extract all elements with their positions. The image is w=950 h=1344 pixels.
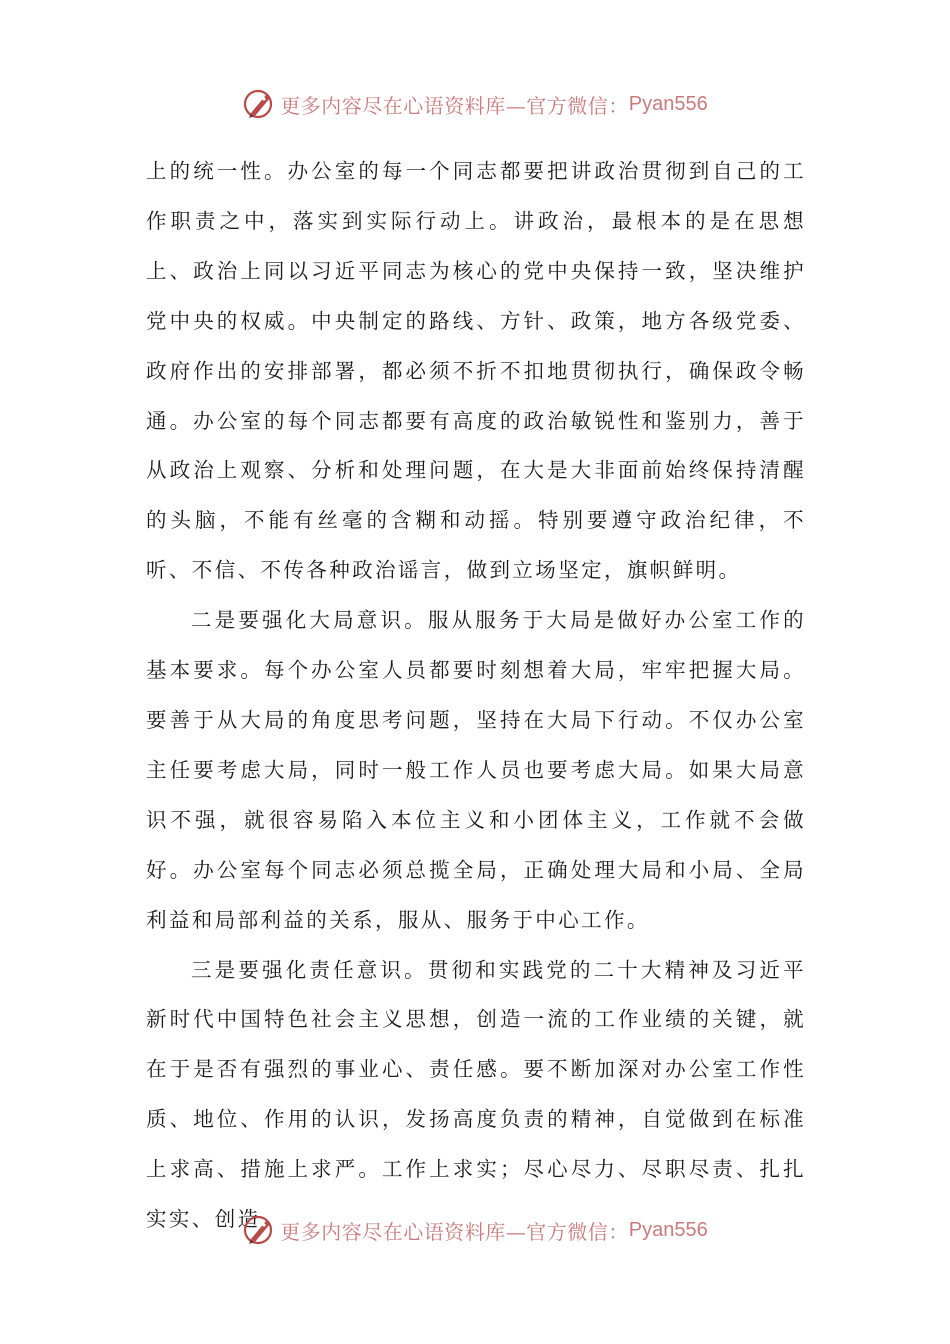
paragraph-3: 三是要强化责任意识。贯彻和实践党的二十大精神及习近平新时代中国特色社会主义思想，创造一流的工作业绩的关键，就在于是否有强烈的事业心、责任感。要不断加深对办公室工作性质、地位、作用的认识，发扬高度负责的精神，自觉做到在标准上求高、措施上求严。工作上求实；尽心尽力、尽职尽责、扎扎实实、创造: [146, 957, 806, 1232]
paragraph-1: 上的统一性。办公室的每一个同志都要把讲政治贯彻到自己的工作职责之中，落实到实际行动上。讲政治，最根本的是在思想上、政治上同以习近平同志为核心的党中央保持一致，坚决维护党中央的权威。中央制定的路线、方针、政策，地方各级党委、政府作出的安排部署，都必须不折不扣地贯彻执行，确保政令畅通。办公室的每个同志都要有高度的政治敏锐性和鉴别力，善于从政治上观察、分析和处理问题，在大是大非面前始终保持清醒的头脑，不能有丝毫的含糊和动摇。特别要遵守政治纪律，不听、不信、不传各种政治谣言，做到立场坚定，旗帜鲜明。: [146, 159, 806, 583]
document-body: [146, 147, 806, 1245]
header-banner: [0, 84, 950, 124]
footer-banner-text: 更多内容尽在心语资料库—官方微信：: [280, 1219, 629, 1244]
header-wechat-id: Pyan556: [628, 92, 708, 115]
header-banner-text: 更多内容尽在心语资料库—官方微信：: [280, 93, 629, 118]
footer-banner: [0, 1210, 950, 1250]
pen-nib-logo-icon: [242, 87, 276, 121]
paragraph-2: 二是要强化大局意识。服从服务于大局是做好办公室工作的基本要求。每个办公室人员都要时刻想着大局，牢牢把握大局。要善于从大局的角度思考问题，坚持在大局下行动。不仅办公室主任要考虑大局，同时一般工作人员也要考虑大局。如果大局意识不强，就很容易陷入本位主义和小团体主义，工作就不会做好。办公室每个同志必须总揽全局，正确处理大局和小局、全局利益和局部利益的关系，服从、服务于中心工作。: [146, 608, 806, 932]
pen-nib-logo-icon: [242, 1213, 276, 1247]
footer-wechat-id: Pyan556: [628, 1218, 708, 1241]
